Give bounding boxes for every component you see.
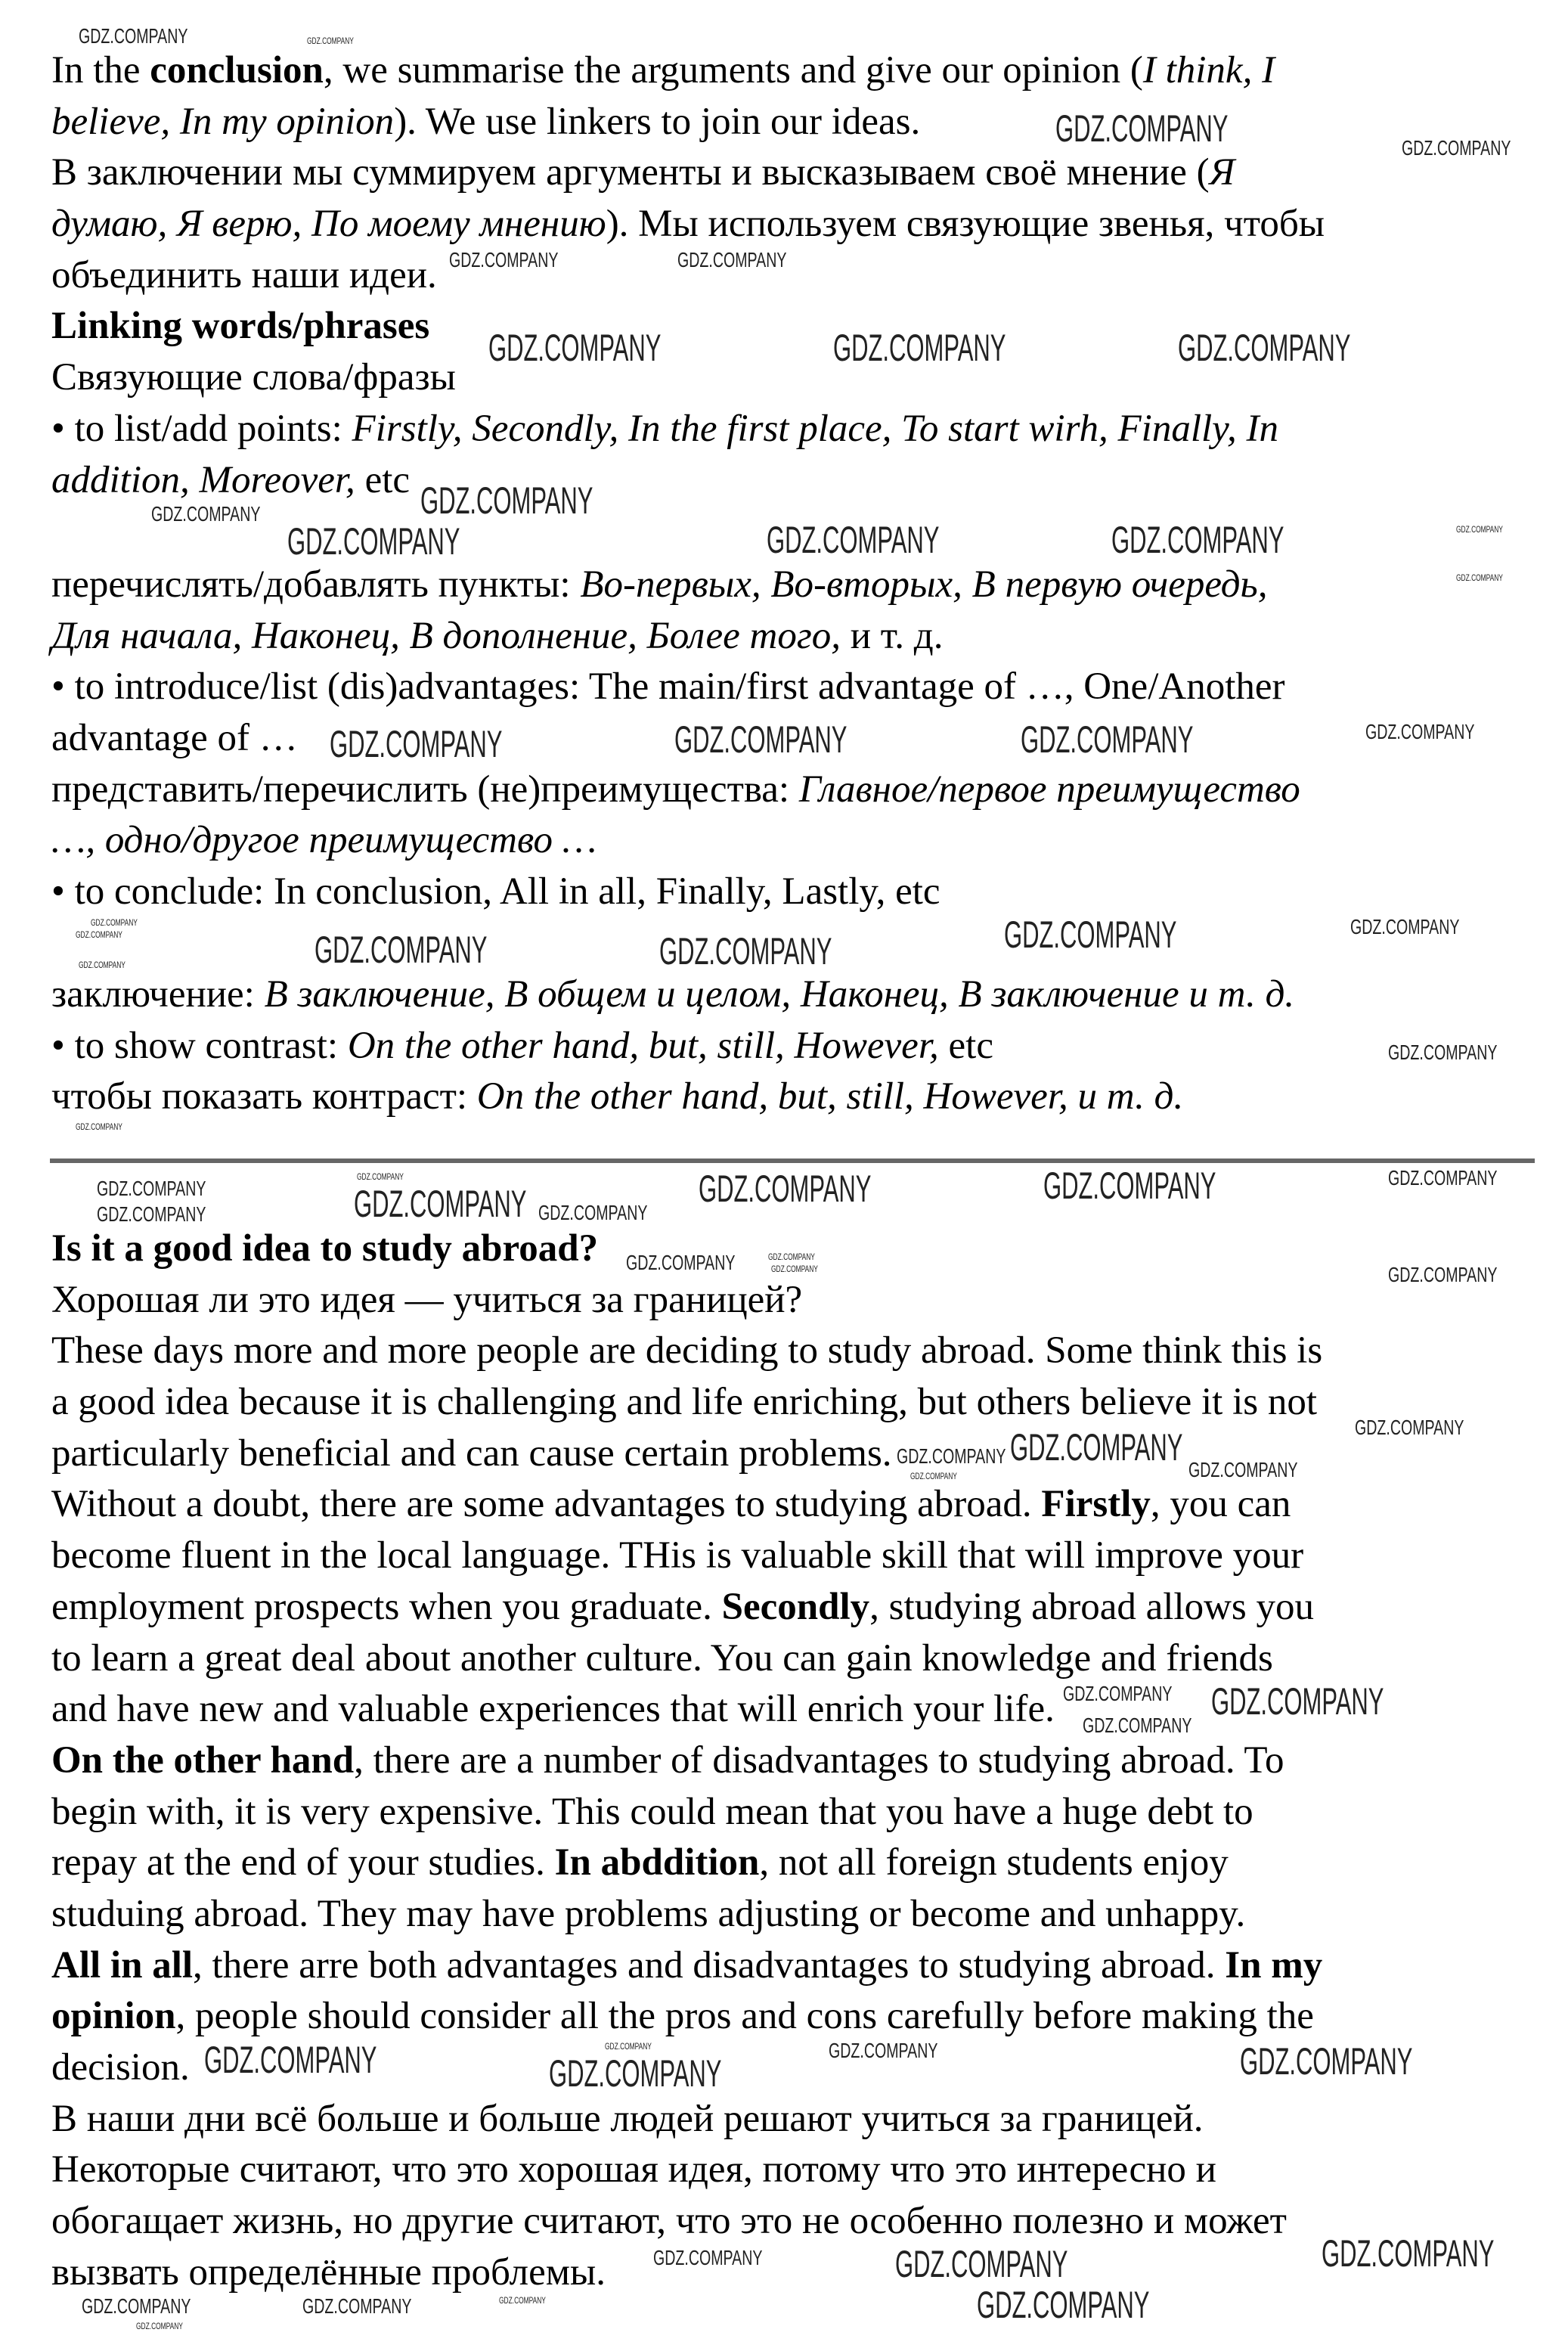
text: В наши дни всё больше и больше людей решают учиться за границей. <box>51 2097 1204 2140</box>
text: employment prospects when you graduate. <box>51 1585 722 1628</box>
text: etc <box>355 458 411 501</box>
italic-text: думаю, Я верю, По моему мнению <box>51 203 606 246</box>
text-line <box>51 2145 1545 2196</box>
watermark: GDZ.COMPANY <box>768 1252 815 1262</box>
watermark: GDZ.COMPANY <box>659 930 832 972</box>
bold-text: Is it a good idea to study abroad? <box>51 1227 599 1270</box>
watermark: GDZ.COMPANY <box>1402 136 1511 160</box>
italic-text: …, одно/другое преимущество … <box>51 819 597 862</box>
watermark: GDZ.COMPANY <box>1388 1166 1498 1190</box>
text: , people should consider all the pros and cons carefully before making the <box>175 1995 1314 2038</box>
bold-text: In my <box>1225 1943 1323 1987</box>
watermark: GDZ.COMPANY <box>91 917 138 928</box>
text: and have new and valuable experiences that will enrich your life. <box>51 1688 1055 1731</box>
text-line <box>51 765 1545 816</box>
watermark: GDZ.COMPANY <box>1365 720 1475 743</box>
text-line <box>51 1889 1545 1940</box>
watermark: GDZ.COMPANY <box>674 718 848 761</box>
watermark: GDZ.COMPANY <box>895 2243 1068 2285</box>
text: to learn a great deal about another culture. You can gain knowledge and friends <box>51 1636 1273 1680</box>
watermark: GDZ.COMPANY <box>653 2246 763 2269</box>
text-line <box>51 1940 1545 1992</box>
text-line <box>51 199 1545 250</box>
watermark: GDZ.COMPANY <box>307 36 354 46</box>
watermark: GDZ.COMPANY <box>1111 519 1284 561</box>
text-line <box>51 1633 1545 1685</box>
text-line <box>51 1072 1545 1123</box>
text: advantage of … <box>51 717 298 760</box>
watermark: GDZ.COMPANY <box>1322 2232 1495 2275</box>
text: ). Мы используем связующие звенья, чтобы <box>606 203 1325 246</box>
watermark: GDZ.COMPANY <box>897 1444 1006 1468</box>
text: etc <box>938 1024 993 1067</box>
text-line <box>51 1326 1545 1377</box>
bold-text: opinion <box>51 1995 176 2038</box>
text-line <box>51 662 1545 713</box>
bold-text: Linking words/phrases <box>51 305 430 348</box>
text: , there are a number of disadvantages to studying abroad. To <box>354 1739 1284 1782</box>
watermark: GDZ.COMPANY <box>204 2039 377 2081</box>
italic-text: addition, Moreover, <box>51 458 355 501</box>
watermark: GDZ.COMPANY <box>1355 1416 1464 1439</box>
watermark: GDZ.COMPANY <box>1004 913 1177 956</box>
text: обогащает жизнь, но другие считают, что это не особенно полезно и может <box>51 2200 1287 2243</box>
text: заключение: <box>51 973 265 1016</box>
text-line <box>51 1479 1545 1531</box>
text: и т. д. <box>841 614 944 657</box>
contrast-linkers-section <box>51 969 1545 1123</box>
text-line <box>51 1021 1545 1072</box>
text-line <box>51 45 1545 97</box>
text: В заключении мы суммируем аргументы и высказываем своё мнение ( <box>51 151 1210 194</box>
text: , you can <box>1150 1483 1291 1526</box>
bold-text: On the other hand <box>51 1739 355 1782</box>
watermark: GDZ.COMPANY <box>499 2295 546 2306</box>
watermark: GDZ.COMPANY <box>626 1251 736 1274</box>
text-line <box>51 97 1545 148</box>
text: Хорошая ли это идея — учиться за границей? <box>51 1278 803 1321</box>
watermark: GDZ.COMPANY <box>1021 718 1194 761</box>
text-line <box>51 404 1545 455</box>
text: decision. <box>51 2046 190 2089</box>
watermark: GDZ.COMPANY <box>287 520 460 563</box>
text-line <box>51 1838 1545 1889</box>
text: , there arre both advantages and disadvantages to studying abroad. <box>193 1943 1226 1987</box>
watermark: GDZ.COMPANY <box>151 502 261 526</box>
watermark: GDZ.COMPANY <box>97 1202 206 1226</box>
watermark: GDZ.COMPANY <box>330 723 503 765</box>
watermark: GDZ.COMPANY <box>1178 327 1351 369</box>
text: чтобы показать контраст: <box>51 1075 477 1118</box>
watermark: GDZ.COMPANY <box>354 1183 527 1225</box>
watermark: GDZ.COMPANY <box>79 24 188 48</box>
text-line <box>51 147 1545 199</box>
watermark: GDZ.COMPANY <box>771 1264 818 1274</box>
text: repay at the end of your studies. <box>51 1841 555 1884</box>
text-line <box>51 1428 1545 1480</box>
italic-text: Для начала, Наконец, В дополнение, Более того, <box>51 614 841 657</box>
watermark: GDZ.COMPANY <box>549 2052 722 2095</box>
text-line <box>51 1531 1545 1582</box>
italic-text: Во-первых, Во-вторых, В первую очередь, <box>580 563 1268 606</box>
text: In the <box>51 49 150 92</box>
text-line <box>51 455 1545 507</box>
text: a good idea because it is challenging and life enriching, but others believe it is not <box>51 1381 1318 1424</box>
text-line <box>51 815 1545 867</box>
bold-text: conclusion <box>150 49 324 92</box>
italic-text: I think, I <box>1142 49 1275 92</box>
watermark: GDZ.COMPANY <box>1055 107 1229 150</box>
watermark: GDZ.COMPANY <box>1388 1041 1498 1064</box>
watermark: GDZ.COMPANY <box>1456 572 1503 583</box>
text-line <box>51 867 1545 918</box>
text-line <box>51 1275 1545 1326</box>
watermark: GDZ.COMPANY <box>1043 1165 1216 1207</box>
text: Некоторые считают, что это хорошая идея, потому что это интересно и <box>51 2148 1216 2191</box>
text: Связующие слова/фразы <box>51 356 456 399</box>
watermark: GDZ.COMPANY <box>1083 1714 1192 1737</box>
text-line <box>51 1787 1545 1838</box>
italic-text: On the other hand, but, still, However, и т. д. <box>476 1075 1184 1118</box>
text-line <box>51 1735 1545 1787</box>
italic-text: Главное/первое преимущество <box>798 768 1300 811</box>
text: • to list/add points: <box>51 407 352 450</box>
watermark: GDZ.COMPANY <box>1388 1263 1498 1286</box>
text-line <box>51 250 1545 302</box>
text: become fluent in the local language. THis is valuable skill that will improve your <box>51 1534 1304 1577</box>
watermark: GDZ.COMPANY <box>1211 1680 1384 1723</box>
watermark: GDZ.COMPANY <box>488 327 662 369</box>
watermark: GDZ.COMPANY <box>833 327 1006 369</box>
text-line <box>51 1377 1545 1428</box>
watermark: GDZ.COMPANY <box>1350 915 1460 938</box>
text-line <box>51 969 1545 1021</box>
text: • to introduce/list (dis)advantages: The main/first advantage of …, One/Another <box>51 665 1285 709</box>
bold-text: In abddition <box>554 1841 760 1884</box>
watermark: GDZ.COMPANY <box>1063 1682 1173 1705</box>
text: These days more and more people are deciding to study abroad. Some think this is <box>51 1329 1323 1373</box>
text: , we summarise the arguments and give our opinion ( <box>323 49 1143 92</box>
watermark: GDZ.COMPANY <box>357 1171 404 1182</box>
watermark: GDZ.COMPANY <box>829 2039 938 2062</box>
conclusion-intro-section <box>51 45 1545 506</box>
text-line <box>51 1582 1545 1633</box>
watermark: GDZ.COMPANY <box>79 960 126 970</box>
watermark: GDZ.COMPANY <box>1456 524 1503 535</box>
watermark: GDZ.COMPANY <box>82 2294 191 2318</box>
italic-text: On the other hand, but, still, However, <box>347 1024 939 1067</box>
bold-text: Firstly <box>1041 1483 1151 1526</box>
text-line <box>51 1991 1545 2042</box>
text: ). We use linkers to join our ideas. <box>394 100 921 143</box>
watermark: GDZ.COMPANY <box>1240 2040 1413 2083</box>
text-line <box>51 611 1545 662</box>
watermark: GDZ.COMPANY <box>449 248 559 271</box>
text-line <box>51 560 1545 611</box>
watermark: GDZ.COMPANY <box>767 519 940 561</box>
watermark: GDZ.COMPANY <box>136 2321 183 2331</box>
watermark: GDZ.COMPANY <box>605 2041 652 2052</box>
watermark: GDZ.COMPANY <box>1010 1426 1183 1469</box>
watermark: GDZ.COMPANY <box>315 929 488 971</box>
text: Without a doubt, there are some advantages to studying abroad. <box>51 1483 1042 1526</box>
essay-section <box>51 1224 1545 2298</box>
text: studuing abroad. They may have problems adjusting or become and unhappy. <box>51 1892 1246 1935</box>
watermark: GDZ.COMPANY <box>1188 1458 1298 1481</box>
text: представить/перечислить (не)преимущества: <box>51 768 799 811</box>
text: перечислять/добавлять пункты: <box>51 563 581 606</box>
text: • to conclude: In conclusion, All in all, Finally, Lastly, etc <box>51 870 940 913</box>
horizontal-divider <box>50 1158 1535 1163</box>
text: begin with, it is very expensive. This could mean that you have a huge debt to <box>51 1790 1253 1833</box>
watermark: GDZ.COMPANY <box>538 1201 648 1224</box>
bold-text: Secondly <box>721 1585 870 1628</box>
text: объединить наши идеи. <box>51 253 437 296</box>
watermark: GDZ.COMPANY <box>677 248 787 271</box>
watermark: GDZ.COMPANY <box>97 1177 206 1200</box>
text-line <box>51 2094 1545 2145</box>
text: , studying abroad allows you <box>869 1585 1315 1628</box>
watermark: GDZ.COMPANY <box>302 2294 412 2318</box>
watermark: GDZ.COMPANY <box>977 2284 1150 2326</box>
text: • to show contrast: <box>51 1024 348 1067</box>
italic-text: believe, In my opinion <box>51 100 395 143</box>
watermark: GDZ.COMPANY <box>699 1168 872 1210</box>
watermark: GDZ.COMPANY <box>910 1471 957 1481</box>
text: , not all foreign students enjoy <box>759 1841 1229 1884</box>
text: particularly beneficial and can cause certain problems. <box>51 1431 892 1475</box>
italic-text: В заключение, В общем и целом, Наконец, В заключение и т. д. <box>264 973 1295 1016</box>
watermark: GDZ.COMPANY <box>76 1121 122 1132</box>
italic-text: Я <box>1209 151 1235 194</box>
watermark: GDZ.COMPANY <box>420 479 593 522</box>
text: вызвать определённые проблемы. <box>51 2250 606 2294</box>
watermark: GDZ.COMPANY <box>76 929 122 940</box>
italic-text: Firstly, Secondly, In the first place, To start wirh, Finally, In <box>352 407 1278 450</box>
bold-text: All in all <box>51 1943 194 1987</box>
